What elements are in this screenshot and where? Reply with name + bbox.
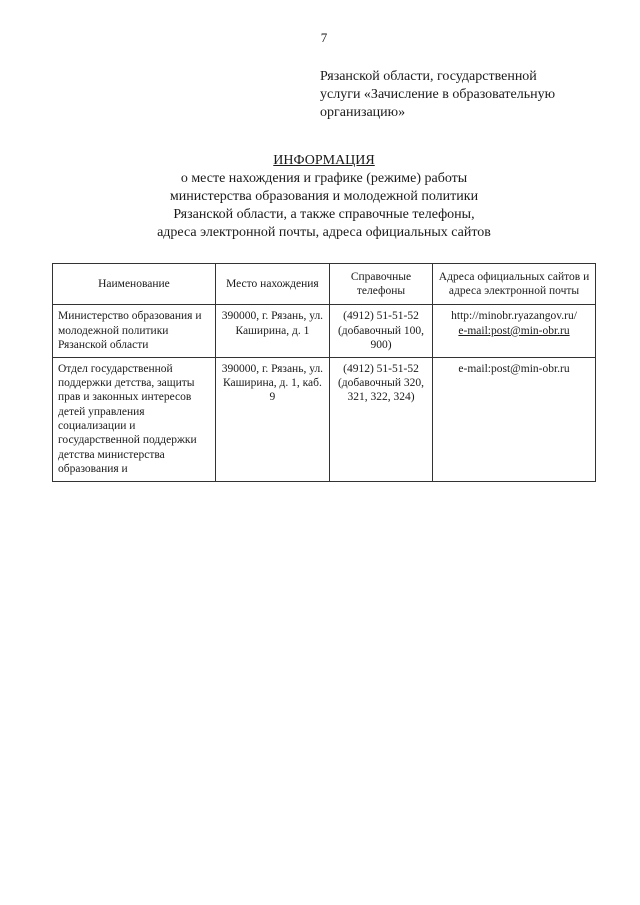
email-link[interactable]: e-mail:post@min-obr.ru xyxy=(458,362,570,375)
header-phone: Справочные телефоны xyxy=(329,263,432,305)
heading-title: ИНФОРМАЦИЯ xyxy=(273,152,375,168)
site-link[interactable]: http://minobr.ryazangov.ru/ xyxy=(451,310,577,323)
cell-location: 390000, г. Рязань, ул. Каширина, д. 1, каб. 9 xyxy=(215,357,329,481)
table-header-row xyxy=(53,263,596,305)
cell-name: Министерство образования и молодежной политики Рязанской области xyxy=(53,305,216,357)
cell-name: Отдел государственной поддержки детства, защиты прав и законных интересов детей управления социализации и государственной поддержки детства министерства образования и xyxy=(53,357,216,481)
table-row xyxy=(53,357,596,481)
appendix-line: услуги «Зачисление в образовательную xyxy=(320,86,556,102)
appendix-line: организацию» xyxy=(320,104,406,120)
email-link[interactable]: e-mail:post@min-obr.ru xyxy=(458,324,570,337)
cell-site-email xyxy=(433,305,596,357)
info-table xyxy=(52,263,596,482)
page-number: 7 xyxy=(320,30,328,45)
appendix-line: Рязанской области, государственной xyxy=(320,69,537,84)
cell-phone: (4912) 51-51-52 (добавочный 320, 321, 322, 324) xyxy=(329,357,432,481)
document-heading xyxy=(52,152,596,243)
table-row xyxy=(53,305,596,357)
heading-line: министерства образования и молодежной политики xyxy=(169,189,479,205)
appendix-note xyxy=(320,68,596,122)
header-name: Наименование xyxy=(53,263,216,305)
heading-line: адреса электронной почты, адреса официальных сайтов xyxy=(157,225,491,241)
header-site-email: Адреса официальных сайтов и адреса электронной почты xyxy=(433,263,596,305)
cell-phone: (4912) 51-51-52 (добавочный 100, 900) xyxy=(329,305,432,357)
heading-line: Рязанской области, а также справочные телефоны, xyxy=(173,207,475,223)
cell-location: 390000, г. Рязань, ул. Каширина, д. 1 xyxy=(215,305,329,357)
header-location: Место нахождения xyxy=(215,263,329,305)
heading-line: о месте нахождения и графике (режиме) работы xyxy=(180,170,468,186)
cell-site-email xyxy=(433,357,596,481)
